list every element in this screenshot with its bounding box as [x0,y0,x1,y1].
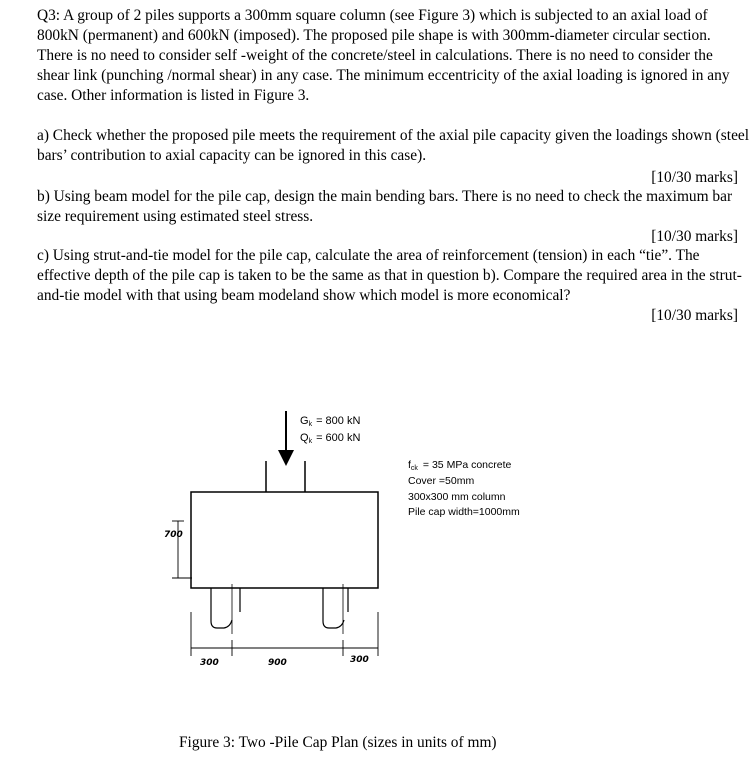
info-column: 300x300 mm column [408,491,506,503]
info-cover: Cover =50mm [408,475,475,487]
load-g-label: Gk = 800 kN [300,415,361,428]
part-c-text: c) Using strut-and-tie model for the pile cap, calculate the area of reinforcement (tension) in each “tie”. The effective depth of the pile cap is taken to be the same as that in question b). Compare the required area in the strut-and-tie model with that using beam modeland show which model is more economical? [37,247,742,304]
dim-right-label: 300 [350,655,369,665]
dim-mid-label: 900 [268,658,287,668]
info-width: Pile cap width=1000mm [408,506,520,518]
dim-height-label: 700 [164,530,183,540]
part-b-text: b) Using beam model for the pile cap, design the main bending bars. There is no need to check the maximum bar size requirement using estimated steel stress. [37,188,733,225]
load-q-label: Qk = 600 kN [300,432,361,445]
part-a-marks: [10/30 marks] [651,169,738,186]
info-fck: fck = 35 MPa concrete [408,459,512,472]
question-intro: Q3: A group of 2 piles supports a 300mm square column (see Figure 3) which is subjected to an axial load of 800kN (permanent) and 600kN (imposed). The proposed pile shape is with 300mm-diameter circular section. There is no need to consider self -weight of the concrete/steel in calculations. There is no need to consider the shear link (punching /normal shear) in any case. The minimum eccentricity of the axial loading is ignored in any case. Other information is listed in Figure 3. [37,7,730,104]
pile-cap [191,492,378,588]
part-a-text: a) Check whether the proposed pile meets the requirement of the axial pile capacity given the loadings shown (steel bars’ contribution to axial capacity can be ignored in this case). [37,127,750,164]
pile-right [323,588,344,628]
dim-left-label: 300 [200,658,219,668]
pile-left [211,588,232,628]
figure-caption: Figure 3: Two -Pile Cap Plan (sizes in units of mm) [179,734,497,751]
part-c-marks: [10/30 marks] [651,307,738,324]
part-b-marks: [10/30 marks] [651,228,738,245]
